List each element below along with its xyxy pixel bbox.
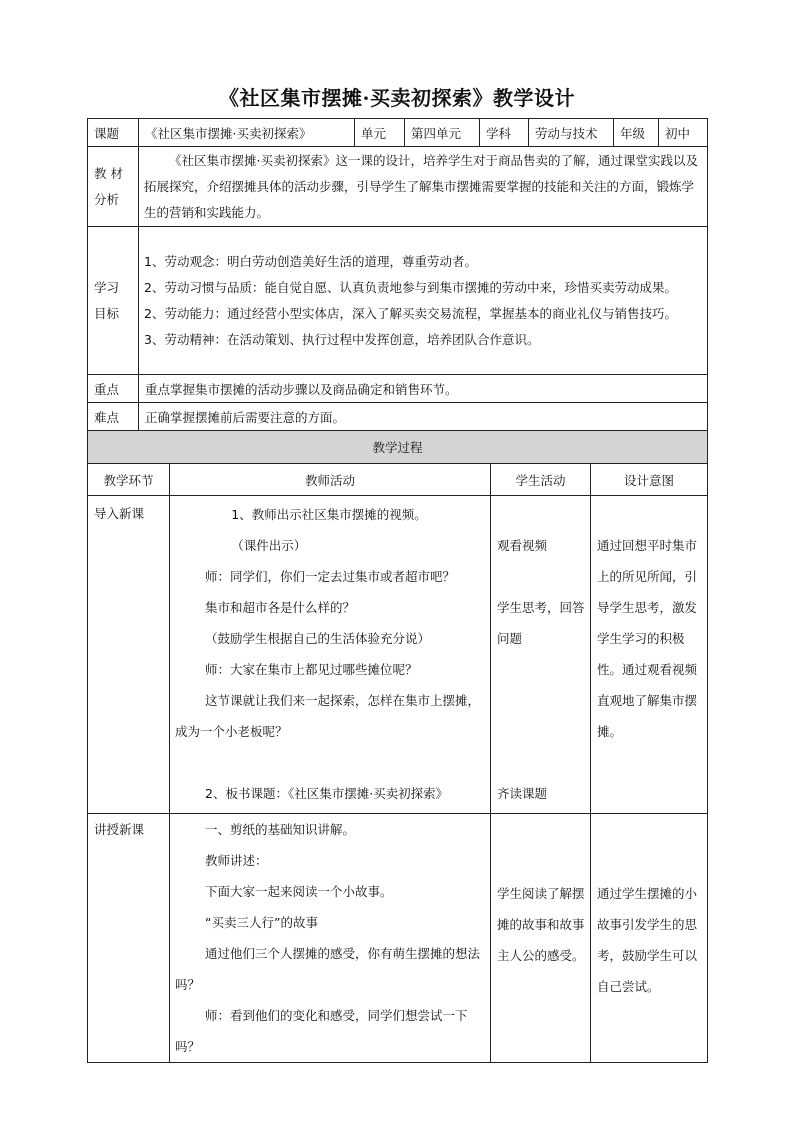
material-label xyxy=(88,147,139,227)
grade-label: 年级 xyxy=(614,119,659,147)
teacher-step: 教师讲述： xyxy=(205,853,268,868)
column-header: 设计意图 xyxy=(591,464,708,496)
teacher-step: 一、剪纸的基础知识讲解。 xyxy=(205,822,356,837)
teaching-process-table xyxy=(87,430,708,1063)
new-lesson-design-intent xyxy=(591,814,708,1063)
teacher-step: 师：大家在集市上都见过哪些摊位呢？ xyxy=(205,662,418,677)
goals-row xyxy=(88,227,708,375)
new-lesson-teacher-activity xyxy=(170,814,491,1063)
difficulty-text: 正确掌握摆摊前后需要注意的方面。 xyxy=(139,403,708,431)
student-activity: 齐读课题 xyxy=(497,786,548,801)
intro-teacher-activity xyxy=(170,496,491,814)
key-label: 重点 xyxy=(88,375,139,403)
goal-label xyxy=(88,227,139,375)
grade-value: 初中 xyxy=(659,119,708,147)
intro-stage: 导入新课 xyxy=(88,496,170,814)
teacher-step: 2、板书课题：《社区集市摆摊·买卖初探索》 xyxy=(205,786,449,801)
new-lesson-student-activity xyxy=(491,814,591,1063)
new-lesson-stage: 讲授新课 xyxy=(88,814,170,1063)
key-row xyxy=(88,375,708,403)
topic-row xyxy=(88,119,708,147)
material-text: 《社区集市摆摊·买卖初探索》这一课的设计，培养学生对于商品售卖的了解，通过课堂实践以及拓展探究，介绍摆摊具体的活动步骤，引导学生了解集市摆摊需要掌握的技能和关注的方面，锻炼学生的营销和实践能力。 xyxy=(144,152,698,220)
subject-label: 学科 xyxy=(480,119,529,147)
new-lesson-row xyxy=(88,814,708,1063)
difficulty-label: 难点 xyxy=(88,403,139,431)
goal-item: 3、劳动精神：在活动策划、执行过程中发挥创意，培养团队合作意识。 xyxy=(144,331,540,347)
column-header: 教学环节 xyxy=(88,464,170,496)
lesson-info-table xyxy=(87,118,708,431)
unit-value: 第四单元 xyxy=(405,119,480,147)
material-label-line-2: 分析 xyxy=(94,191,120,207)
material-label-line-1: 教 材 xyxy=(94,165,123,181)
design-intent-text: 通过学生摆摊的小故事引发学生的思考，鼓励学生可以自己尝试。 xyxy=(597,886,698,994)
student-activity: 学生思考，回答问题 xyxy=(497,600,585,646)
teacher-step: 这节课就让我们来一起探索，怎样在集市上摆摊，成为一个小老板呢？ xyxy=(175,693,481,739)
student-activity: 观看视频 xyxy=(497,538,548,553)
teacher-step: 集市和超市各是什么样的？ xyxy=(205,600,356,615)
teacher-step: “买卖三人行”的故事 xyxy=(205,915,318,930)
teacher-step: 师：同学们，你们一定去过集市或者超市吧？ xyxy=(205,569,456,584)
process-header: 教学过程 xyxy=(88,431,708,464)
page-title: 《社区集市摆摊·买卖初探索》教学设计 xyxy=(219,86,575,110)
material-analysis xyxy=(139,147,708,227)
goal-item: 2、劳动能力：通过经营小型实体店，深入了解买卖交易流程，掌握基本的商业礼仪与销售技巧。 xyxy=(144,305,677,321)
material-row xyxy=(88,147,708,227)
column-header: 学生活动 xyxy=(491,464,591,496)
student-activity: 学生阅读了解摆摊的故事和故事主人公的感受。 xyxy=(497,886,585,963)
key-text: 重点掌握集市摆摊的活动步骤以及商品确定和销售环节。 xyxy=(139,375,708,403)
teacher-step: （课件出示） xyxy=(231,538,307,553)
column-header-row xyxy=(88,464,708,496)
teacher-step: 通过他们三个人摆摊的感受，你有萌生摆摊的想法吗？ xyxy=(175,946,481,992)
intro-row xyxy=(88,496,708,814)
learning-goals xyxy=(139,227,708,375)
topic-value: 《社区集市摆摊·买卖初探索》 xyxy=(139,119,355,147)
teacher-step: 下面大家一起来阅读一个小故事。 xyxy=(205,884,393,899)
process-header-row xyxy=(88,431,708,464)
design-intent-text: 通过回想平时集市上的所见所闻，引导学生思考，激发学生学习的积极性。通过观看视频直观地了解集市摆摊。 xyxy=(597,538,698,739)
goal-label-line-1: 学习 xyxy=(94,279,120,295)
subject-value: 劳动与技术 xyxy=(529,119,614,147)
goal-item: 2、劳动习惯与品质：能自觉自愿、认真负责地参与到集市摆摊的劳动中来，珍惜买卖劳动成果。 xyxy=(144,279,677,295)
goal-label-line-2: 目标 xyxy=(94,305,120,321)
unit-label: 单元 xyxy=(355,119,405,147)
column-header: 教师活动 xyxy=(170,464,491,496)
intro-student-activity xyxy=(491,496,591,814)
intro-design-intent xyxy=(591,496,708,814)
teacher-step: 师：看到他们的变化和感受，同学们想尝试一下吗？ xyxy=(175,1008,468,1054)
difficulty-row xyxy=(88,403,708,431)
teacher-step: 1、教师出示社区集市摆摊的视频。 xyxy=(231,507,427,522)
goal-item: 1、劳动观念：明白劳动创造美好生活的道理，尊重劳动者。 xyxy=(144,253,477,269)
teacher-step: （鼓励学生根据自己的生活体验充分说） xyxy=(205,631,431,646)
topic-label: 课题 xyxy=(88,119,139,147)
